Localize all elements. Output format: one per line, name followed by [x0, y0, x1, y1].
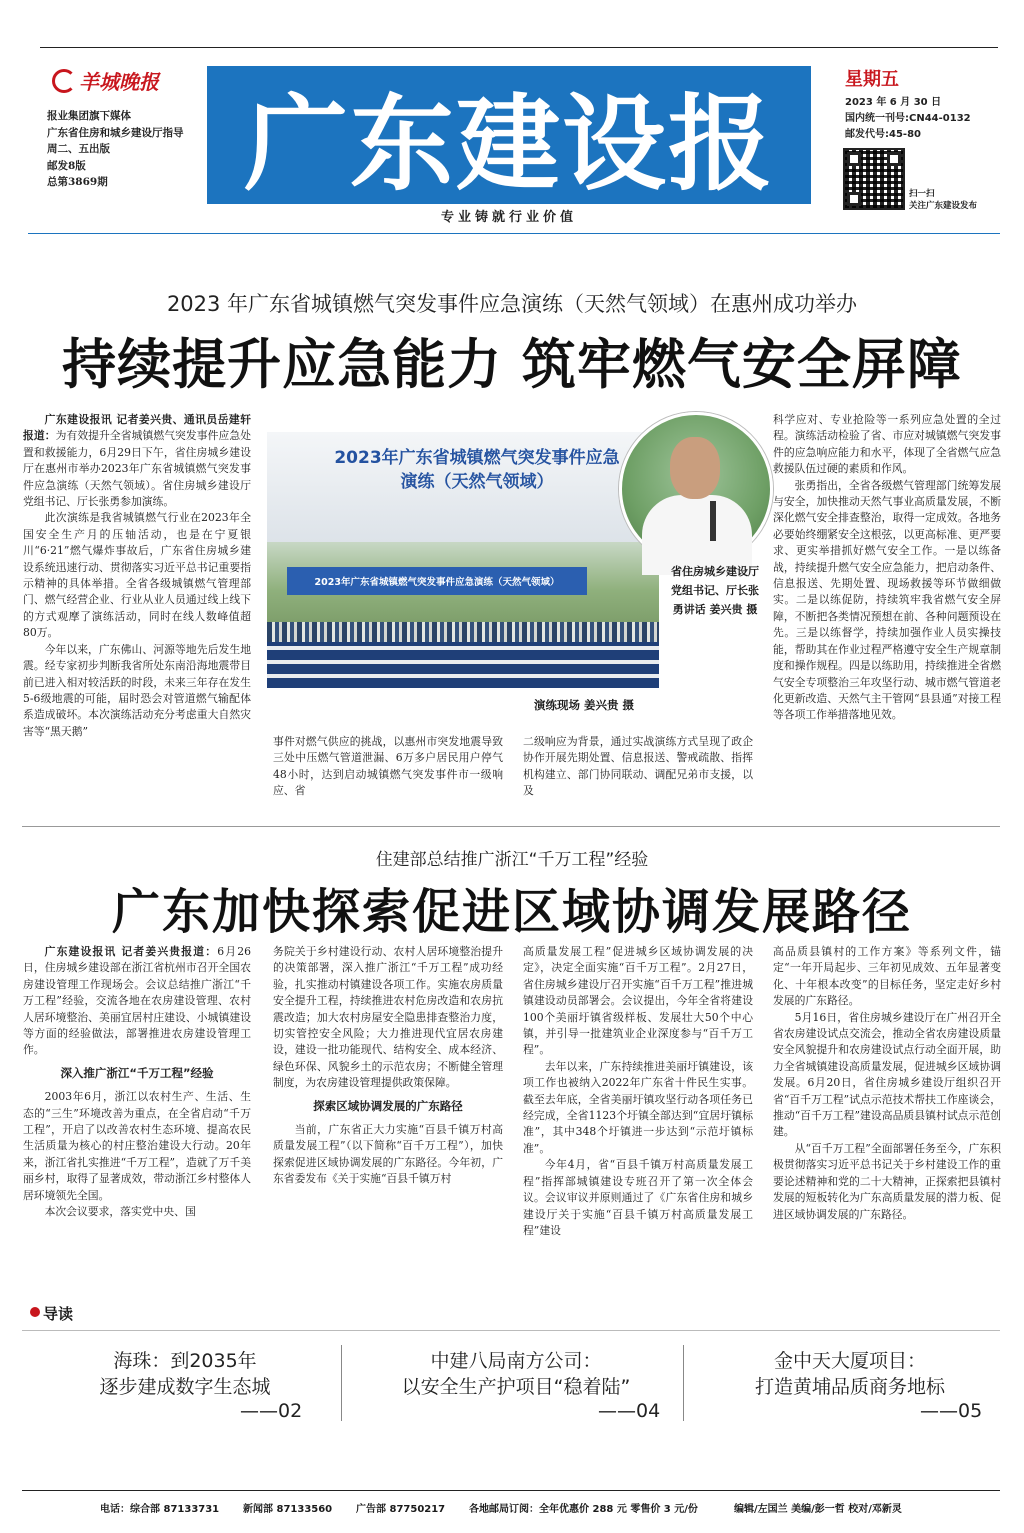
footer-ads: 广告部 87750217 [356, 1504, 446, 1515]
article2-column-2 [273, 944, 503, 1274]
article2-column-3 [523, 944, 753, 1274]
meta-line: 广东省住房和城乡建设厅指导 [47, 126, 184, 139]
article1-headline: 持续提升应急能力 筑牢燃气安全屏障 [62, 332, 962, 396]
photo-caption: 演练现场 姜兴贵 摄 [534, 698, 635, 712]
guide-item-line: 逐步建成数字生态城 [99, 1376, 271, 1398]
meta-line: 邮发8版 [47, 159, 86, 172]
top-rule [40, 47, 998, 48]
slogan: 专业铸就行业价值 [440, 210, 577, 225]
qr-caption-line: 关注广东建设发布 [909, 201, 978, 211]
article2-kicker: 住建部总结推广浙江“千万工程”经验 [375, 850, 649, 870]
guide-page-number: ——05 [920, 1400, 983, 1422]
paragraph: 从“百千万工程”全面部署任务至今，广东积极贯彻落实习近平总书记关于乡村建设工作的重要论述精神和党的二十大精神，正探索把县镇村发展的短板转化为广东高质量发展的潜力板、促进区域协调发展的广东路径。 [773, 1141, 1001, 1221]
article1-column-4 [773, 412, 1001, 772]
guide-bullet-icon [30, 1307, 40, 1317]
paragraph: 二级响应为背景，通过实战演练方式呈现了政企协作开展先期处置、信息报送、警戒疏散、指挥机构建立、部门协同联动、调配兄弟市支援，以及 [523, 735, 753, 798]
speaker-portrait [619, 412, 773, 566]
paragraph: 今年以来，广东佛山、河源等地先后发生地震。经专家初步判断我省所处东南沿海地震带目前已进入相对较活跃的时段，未来三年存在发生5-6级地震的可能，届时恐会对管道燃气输配体系造成破坏。本次演练活动充分考虑重大自然灾害等“黑天鹅” [23, 642, 251, 738]
guide-page-number: ——04 [598, 1400, 661, 1422]
footer-editors: 编辑/左国兰 美编/彭一哲 校对/邓新灵 [734, 1504, 902, 1515]
footer-phone: 电话：综合部 87133731 [100, 1504, 220, 1515]
guide-item-line: 中建八局南方公司： [430, 1350, 602, 1372]
issn: 国内统一刊号:CN44-0132 [845, 113, 971, 124]
guide-item[interactable] [356, 1348, 676, 1400]
publisher-logo [52, 66, 159, 95]
paragraph: 高质量发展工程”促进城乡区域协调发展的决定》，决定全面实施“百千万工程”。2月27日，省住房城乡建设厅召开实施“百千万工程”推进城镇建设动员部署会。会议提出，今年全省将建设100个美丽圩镇省级样板、发展壮大50个中心镇，并引导一批建筑业企业深度参与“百千万工程”。 [523, 945, 753, 1057]
paragraph: 当前，广东省正大力实施“百县千镇万村高质量发展工程”（以下简称“百千万工程”），加快探索促进区域协调发展的广东路径。今年初，广东省委发布《关于实施“百县千镇万村 [273, 1123, 503, 1186]
guide-item-line: 金中天大厦项目： [773, 1350, 926, 1372]
footer-news: 新闻部 87133560 [243, 1504, 333, 1515]
article1-byline: 广东建设报讯 记者姜兴贵、通讯员岳建轩报道： [23, 413, 251, 443]
qr-caption [909, 188, 977, 212]
drill-photo [267, 432, 659, 688]
article-divider [22, 826, 1000, 827]
paragraph: 张勇指出，全省各级燃气管理部门统筹发展与安全，加快推动天然气事业高质量发展，不断深化燃气安全排查整治，取得一定成效。各地务必要始终绷紧安全这根弦，以更高标准、更严要求、更实举措抓好燃气安全工作。一是以练备战，持续提升燃气安全应急能力，把启动条件、信息报送、先期处置、现场救援等环节做细做实。二是以练促防，持续筑牢我省燃气安全屏障，不断把各类情况预想在前、各种问题预设在先。三是以练督学，持续加强作业人员实操技能，帮助其在作业过程严格遵守安全生产规章制度和操作规程。四是以练助用，持续推进全省燃气安全专项整治三年攻坚行动、城市燃气管道老化更新改造、天然气主干管网“县县通”对接工程等各项工作举措落地见效。 [773, 478, 1001, 722]
article1-column-3 [523, 734, 753, 798]
guide-item[interactable] [40, 1348, 330, 1400]
footer-rule [22, 1490, 1000, 1491]
paragraph: 6月26日，住房城乡建设部在浙江省杭州市召开全国农房建设管理工作现场会。会议总结推广浙江“千万工程”经验，交流各地在农房建设管理、农村人居环境整治、美丽宜居村庄建设、小城镇建设等方面的经验做法，部署推进农房建设管理工作。 [23, 945, 252, 1057]
paragraph: 务院关于乡村建设行动、农村人居环境整治提升的决策部署，深入推广浙江“千万工程”成功经验，扎实推动村镇建设各项工作。实施农房质量安全提升工程，持续推进农村危房改造和农房抗震改造；加大农村房屋安全隐患排查整治力度，切实管控安全风险；大力推进现代宜居农房建设，建设一批功能现代、结构安全、成本经济、绿色环保、风貌乡土的示范农房；不断健全管理制度，为农房建设管理提供政策保障。 [273, 945, 503, 1090]
section-subhead: 探索区域协调发展的广东路径 [313, 1098, 463, 1113]
postal-code: 邮发代号:45-80 [845, 129, 921, 140]
article2-column-1 [23, 944, 251, 1274]
paragraph: 高品质县镇村的工作方案》等系列文件，锚定“一年开局起步、三年初见成效、五年显著变化、十年根本改变”的目标任务，坚定走好乡村发展的广东路径。 [773, 945, 1001, 1008]
guide-rule [22, 1330, 1000, 1331]
masthead-meta-left [47, 108, 184, 191]
portrait-caption: 省住房城乡建设厅党组书记、厅长张勇讲话 姜兴贵 摄 [671, 565, 759, 616]
paragraph: 事件对燃气供应的挑战，以惠州市突发地震导致三处中压燃气管道泄漏、6万多户居民用户停气48小时，达到启动城镇燃气突发事件市一级响应、省 [273, 735, 503, 798]
guide-item-line: 以安全生产护项目“稳着陆” [401, 1376, 631, 1398]
qr-code-icon[interactable] [843, 148, 905, 210]
meta-line: 总第3869期 [47, 176, 108, 188]
paragraph: 今年4月，省“百县千镇万村高质量发展工程”指挥部城镇建设专班召开了第一次全体会议。会议审议并原则通过了《广东省住房和城乡建设厅关于实施“百县千镇万村高质量发展工程”建设 [523, 1158, 753, 1237]
weekday: 星期五 [845, 69, 899, 90]
paragraph: 去年以来，广东持续推进美丽圩镇建设，该项工作也被纳入2022年广东省十件民生实事。截至去年底，全省美丽圩镇攻坚行动各项任务已经完成，全省1123个圩镇全部达到“宜居圩镇标准”，其中348个圩镇进一步达到“示范圩镇标准”。 [523, 1059, 753, 1155]
article2-column-4 [773, 944, 1001, 1274]
paragraph: 为有效提升全省城镇燃气突发事件应急处置和救援能力，6月29日下午，省住房城乡建设厅在惠州市举办2023年广东省城镇燃气突发事件应急演练（天然气领域）。省住房城乡建设厅党组书记、厅长张勇参加演练。 [23, 429, 252, 509]
guide-separator [341, 1345, 342, 1421]
section-subhead: 深入推广浙江“千万工程”经验 [60, 1065, 214, 1080]
article2-byline: 广东建设报讯 记者姜兴贵报道： [44, 945, 218, 958]
qr-caption-line: 扫一扫 [909, 189, 935, 199]
newspaper-title: 广东建设报 [243, 83, 774, 205]
paragraph: 2003年6月，浙江以农村生产、生活、生态的“三生”环境改善为重点，在全省启动“千万工程”，开启了以改善农村生态环境、提高农民生活质量为核心的村庄整治建设大行动。20年来，浙江省扎实推进“千万工程”，造就了万千美丽乡村，取得了显著成效，带动浙江乡村整体人居环境领先全国。 [23, 1090, 251, 1202]
photo-stage-banner: 2023年广东省城镇燃气突发事件应急演练（天然气领域） [287, 567, 587, 595]
meta-line: 周二、五出版 [47, 143, 110, 155]
guide-item-line: 打造黄埔品质商务地标 [754, 1376, 945, 1398]
issue-date: 2023 年 6 月 30 日 [845, 97, 942, 108]
article1-column-2 [273, 734, 503, 798]
guide-page-number: ——02 [240, 1400, 303, 1422]
guide-label: 导读 [43, 1305, 74, 1323]
photo-banner-text: 2023年广东省城镇燃气突发事件应急演练（天然气领域） [334, 448, 620, 492]
paragraph: 本次会议要求，落实党中央、国 [44, 1205, 196, 1219]
article2-headline: 广东加快探索促进区域协调发展路径 [111, 884, 912, 940]
masthead-rule [28, 233, 1000, 234]
article1-column-1 [23, 412, 251, 772]
paragraph: 科学应对、专业抢险等一系列应急处置的全过程。演练活动检验了省、市应对城镇燃气突发事件的应急响应能力和水平，体现了全省燃气应急救援队伍过硬的素质和作风。 [773, 413, 1001, 476]
guide-item-line: 海珠：到2035年 [113, 1350, 257, 1372]
article1-kicker: 2023 年广东省城镇燃气突发事件应急演练（天然气领域）在惠州成功举办 [166, 292, 858, 316]
guide-item[interactable] [700, 1348, 1000, 1400]
meta-line: 报业集团旗下媒体 [47, 110, 131, 122]
guide-separator [683, 1345, 684, 1421]
footer-subscribe: 各地邮局订阅：全年优惠价 288 元 零售价 3 元/份 [469, 1504, 698, 1515]
masthead-meta-right [845, 95, 971, 143]
paragraph: 此次演练是我省城镇燃气行业在2023年全国安全生产月的压轴活动，也是在宁夏银川“6·21”燃气爆炸事故后，广东省住房城乡建设系统迅速行动、贯彻落实习近平总书记重要指示精神的具体举措。全省各级城镇燃气管理部门、燃气经营企业、行业从业人员通过线上线下的方式观摩了演练活动，同时在线人数峰值超80万。 [23, 511, 251, 640]
paragraph: 5月16日，省住房城乡建设厅在广州召开全省农房建设试点交流会，推动全省农房建设质量安全风貌提升和农房建设试点行动全面开展，助力全省城镇建设高质量发展，促进城乡区域协调发展。6月20日，省住房城乡建设厅组织召开省“百千万工程”试点示范技术帮扶工作座谈会，推动“百千万工程”建设高品质县镇村试点示范创建。 [773, 1010, 1001, 1139]
logo-text: 羊城晚报 [79, 70, 159, 94]
